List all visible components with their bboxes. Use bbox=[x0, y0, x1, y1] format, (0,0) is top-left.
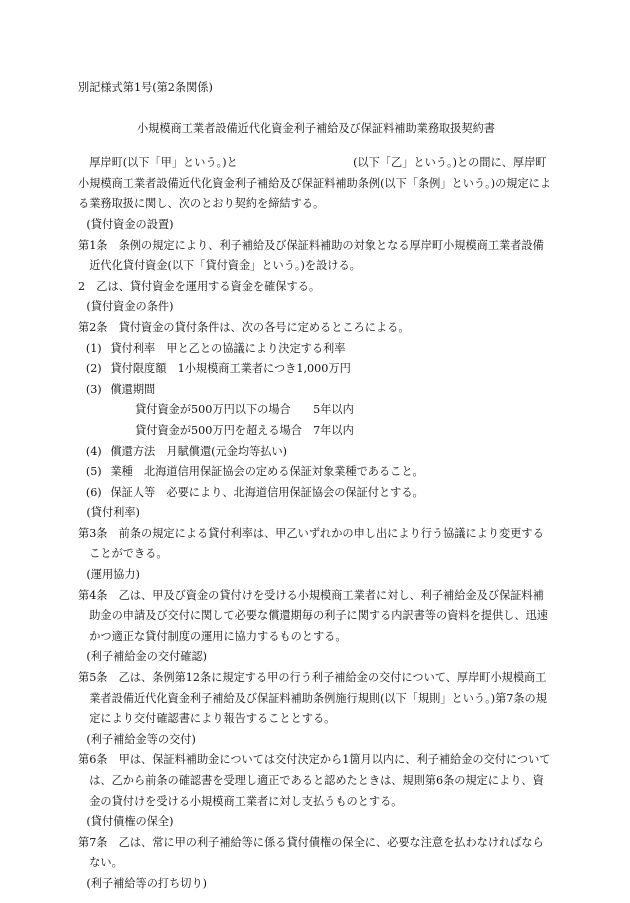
item-number: (2) bbox=[85, 362, 102, 376]
repayment-period-row: 貸付資金が500万円を超える場合 7年以内 bbox=[135, 423, 354, 437]
item-number: (4) bbox=[85, 444, 102, 458]
item-number: (6) bbox=[85, 485, 102, 499]
list-item bbox=[78, 483, 554, 504]
section-heading: (利子補給金等の交付) bbox=[86, 732, 196, 746]
item-text: 業種 北海道信用保証協会の定める保証対象業種であること。 bbox=[110, 465, 424, 479]
item-text: 償還期間 bbox=[110, 382, 156, 396]
item-text: 貸付限度額 1小規模商工業者につき1,000万円 bbox=[110, 362, 351, 376]
intro-part2: (以下「乙」という。)との間に、厚岸町小規模商工業者設備近代化資金利子補給及び保証料補助条例(以下「条例」という。)の規定による業務取扱に関し、次のとおり契約を締結する。 bbox=[78, 156, 552, 211]
section-heading: (運用協力) bbox=[86, 568, 140, 582]
article-2: 第2条 貸付資金の貸付条件は、次の各号に定めるところによる。 bbox=[78, 320, 410, 334]
article-7: 第7条 乙は、常に甲の利子補給等に係る貸付債権の保全に、必要な注意を払わなければならない。 bbox=[78, 835, 544, 870]
intro-paragraph bbox=[78, 153, 554, 215]
item-number: (1) bbox=[85, 341, 102, 355]
list-item bbox=[78, 339, 554, 360]
item-text: 保証人等 必要により、北海道信用保証協会の保証付とする。 bbox=[110, 485, 424, 499]
article-1: 第1条 条例の規定により、利子補給及び保証料補助の対象となる厚岸町小規模商工業者設備近代化貸付資金(以下「貸付資金」という。)を設ける。 bbox=[78, 238, 544, 273]
section-heading: (貸付資金の条件) bbox=[86, 300, 174, 314]
article-4: 第4条 乙は、甲及び資金の貸付けを受ける小規模商工業者に対し、利子補給金及び保証料補助金の申請及び交付に関して必要な償還期毎の利子に関する内訳書等の資料を提供し、迅速かつ適正な貸付制度の運用に協力するものとする。 bbox=[78, 588, 548, 643]
document-title: 小規模商工業者設備近代化資金利子補給及び保証料補助業務取扱契約書 bbox=[136, 121, 495, 135]
repayment-period-row: 貸付資金が500万円以下の場合 5年以内 bbox=[135, 403, 354, 417]
article-6: 第6条 甲は、保証料補助金については交付決定から1箇月以内に、利子補給金の交付については、乙から前条の確認書を受理し適正であると認めたときは、規則第6条の規定により、資金の貸付けを受ける小規模商工業者に対し支払うものとする。 bbox=[78, 753, 551, 808]
section-heading: (貸付利率) bbox=[86, 506, 140, 520]
document-page bbox=[78, 78, 554, 895]
list-item bbox=[78, 380, 554, 401]
section-heading: (貸付債権の保全) bbox=[86, 815, 174, 829]
item-text: 貸付利率 甲と乙との協議により決定する利率 bbox=[110, 341, 346, 355]
article-3: 第3条 前条の規定による貸付利率は、甲乙いずれかの申し出により行う協議により変更することができる。 bbox=[78, 526, 544, 561]
list-item bbox=[78, 442, 554, 463]
item-number: (3) bbox=[85, 382, 102, 396]
list-item bbox=[78, 462, 554, 483]
section-heading: (利子補給等の打ち切り) bbox=[86, 876, 207, 890]
intro-part1: 厚岸町(以下「甲」という。)と bbox=[89, 156, 238, 170]
list-item bbox=[78, 359, 554, 380]
section-heading: (貸付資金の設置) bbox=[86, 217, 174, 231]
article-1-paragraph-2: 2 乙は、貸付資金を運用する資金を確保する。 bbox=[78, 279, 321, 293]
item-number: (5) bbox=[85, 465, 102, 479]
form-label: 別記様式第1号(第2条関係) bbox=[78, 81, 213, 94]
section-heading: (利子補給金の交付確認) bbox=[86, 650, 207, 664]
article-5: 第5条 乙は、条例第12条に規定する甲の行う利子補給金の交付について、厚岸町小規模商工業者設備近代化資金利子補給及び保証料補助条例施行規則(以下「規則」という。)第7条の規定により交付確認書により報告することとする。 bbox=[78, 671, 547, 726]
item-text: 償還方法 月賦償還(元金均等払い) bbox=[110, 444, 287, 458]
